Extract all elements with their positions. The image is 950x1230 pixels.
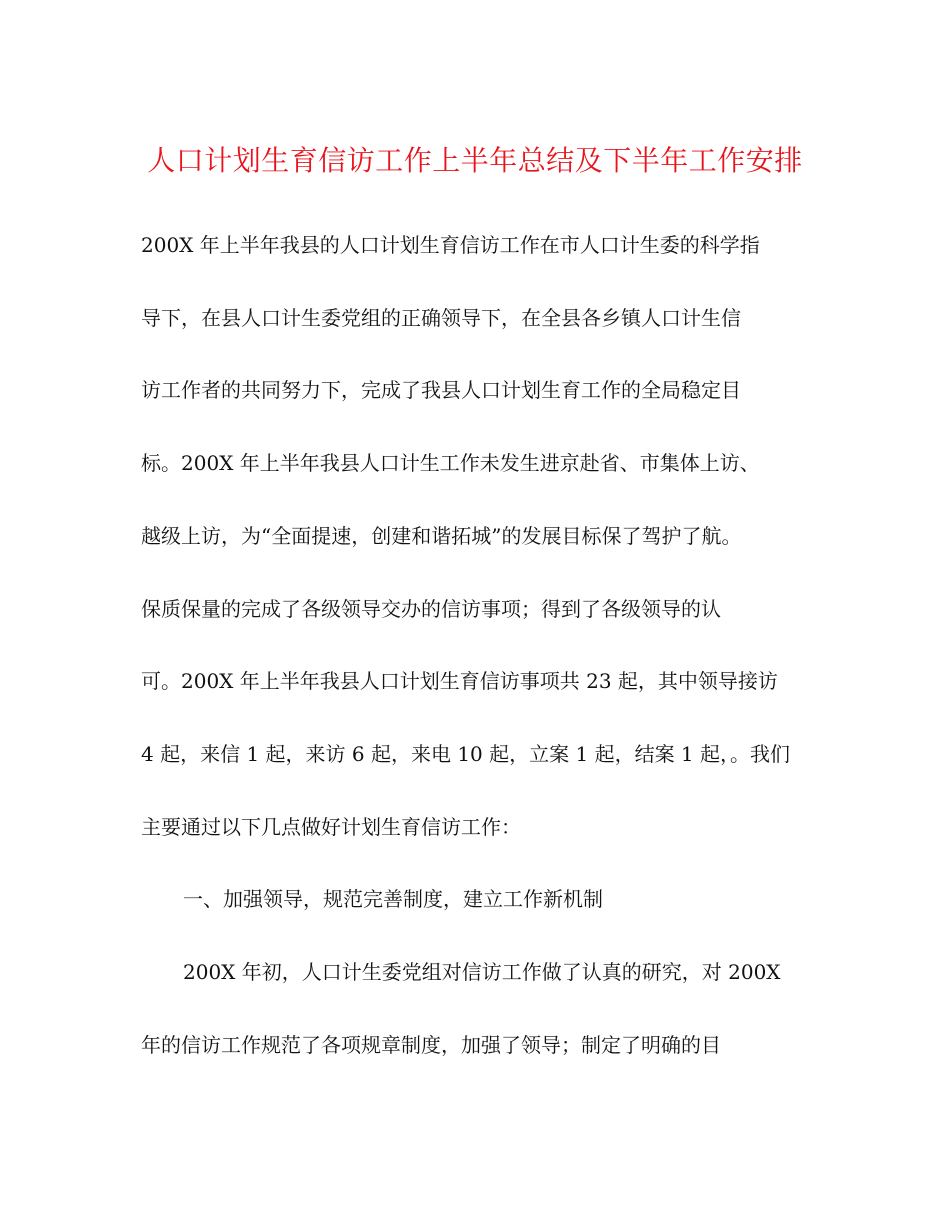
paragraph-line: 4 起，来信 1 起，来访 6 起，来电 10 起，立案 1 起，结案 1 起，。我们	[141, 742, 791, 766]
paragraph-line: 年的信访工作规范了各项规章制度，加强了领导；制定了明确的目	[141, 1033, 721, 1057]
paragraph-line: 200X 年上半年我县的人口计划生育信访工作在市人口计生委的科学指	[141, 233, 760, 257]
paragraph-line: 200X 年初，人口计生委党组对信访工作做了认真的研究，对 200X	[183, 960, 781, 984]
paragraph-line: 保质保量的完成了各级领导交办的信访事项；得到了各级领导的认	[141, 597, 721, 621]
paragraph-line: 标。200X 年上半年我县人口计生工作未发生进京赴省、市集体上访、	[141, 451, 760, 475]
document-title: 人口计划生育信访工作上半年总结及下半年工作安排	[147, 144, 803, 177]
paragraph-line: 导下，在县人口计生委党组的正确领导下，在全县各乡镇人口计生信	[141, 306, 741, 330]
paragraph-line: 访工作者的共同努力下，完成了我县人口计划生育工作的全局稳定目	[141, 378, 741, 402]
paragraph-line: 主要通过以下几点做好计划生育信访工作：	[141, 815, 521, 839]
section-heading: 一、加强领导，规范完善制度，建立工作新机制	[183, 887, 603, 911]
paragraph-line: 可。200X 年上半年我县人口计划生育信访事项共 23 起，其中领导接访	[141, 669, 778, 693]
paragraph-line: 越级上访，为“全面提速，创建和谐拓城”的发展目标保了驾护了航。	[141, 524, 742, 548]
